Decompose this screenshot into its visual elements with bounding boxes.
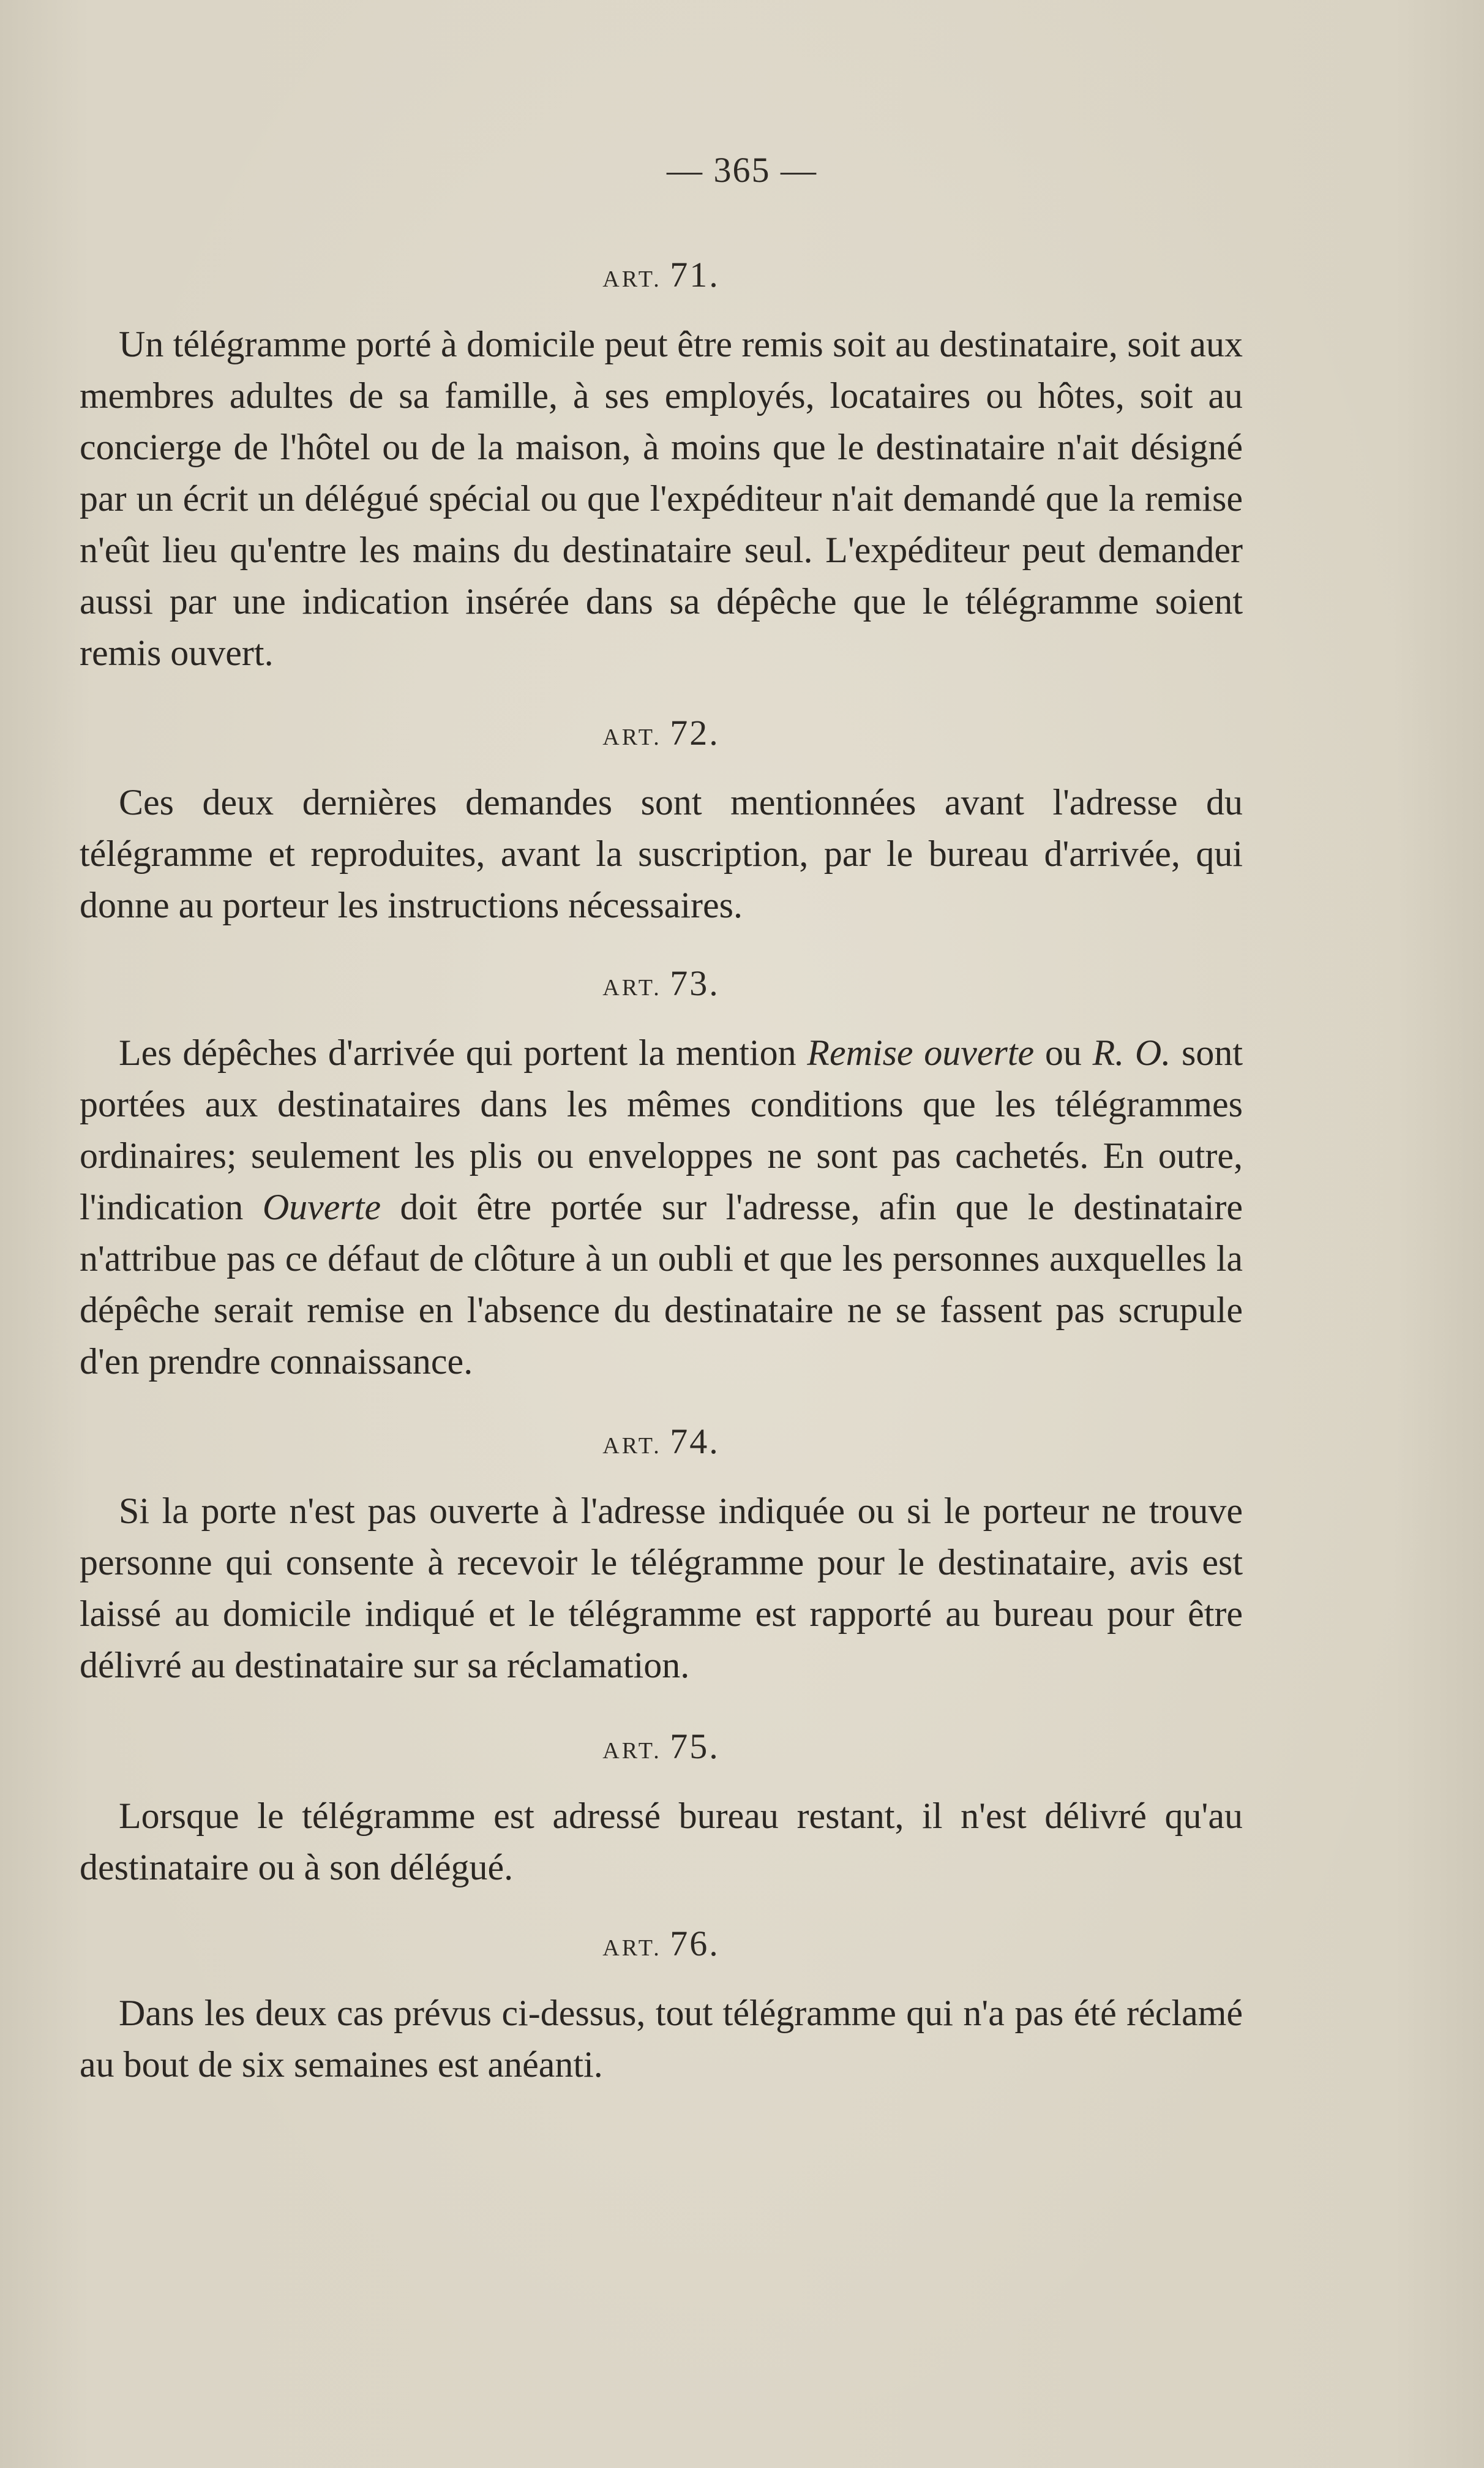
text-segment: ou <box>1034 1033 1093 1073</box>
article-heading <box>80 963 1243 1004</box>
emphasis-ro: R. O. <box>1092 1033 1171 1073</box>
text-segment: sont portées aux destinataires dans les mêmes conditions que les télégrammes ordinaires; seulement les plis ou enveloppes ne sont pas cachetés. En outre, l'indication <box>80 1033 1243 1227</box>
article-heading <box>80 1923 1243 1964</box>
article-74 <box>80 1421 1243 1691</box>
article-heading <box>80 1726 1243 1767</box>
article-label: ART. <box>602 1433 662 1459</box>
article-number: 72. <box>670 713 720 753</box>
article-text: Si la porte n'est pas ouverte à l'adresse indiquée ou si le porteur ne trouve personne qui consente à recevoir le télégramme pour le destinataire, avis est laissé au domicile indiqué et le télégramme est rapporté au bureau pour être délivré au destinataire sur sa réclamation. <box>80 1491 1243 1685</box>
article-heading <box>80 254 1243 295</box>
article-text: Un télégramme porté à domicile peut être remis soit au destinataire, soit aux membres adultes de sa famille, à ses employés, locataires ou hôtes, soit au concierge de l'hôtel ou de la maison, à moins que le destinataire n'ait désigné par un écrit un délégué spécial ou que l'expéditeur n'ait demandé que la remise n'eût lieu qu'entre les mains du destinataire seul. L'expéditeur peut demander aussi par une indication insérée dans sa dépêche que le télégramme soient remis ouvert. <box>80 324 1243 673</box>
article-number: 71. <box>670 255 720 295</box>
page-number: — 365 — <box>667 150 817 190</box>
article-number: 75. <box>670 1726 720 1766</box>
article-text: Ces deux dernières demandes sont mentionnées avant l'adresse du télégramme et reproduites, avant la suscription, par le bureau d'arrivée, qui donne au porteur les instructions nécessaires. <box>80 782 1243 925</box>
article-text: Dans les deux cas prévus ci-dessus, tout télégramme qui n'a pas été réclamé au bout de six semaines est anéanti. <box>80 1993 1243 2085</box>
article-label: ART. <box>602 1935 662 1961</box>
emphasis-ouverte: Ouverte <box>262 1187 381 1227</box>
text-segment: Les dépêches d'arrivée qui portent la mention <box>119 1033 808 1073</box>
article-heading <box>80 712 1243 753</box>
article-label: ART. <box>602 266 662 292</box>
article-73 <box>80 963 1243 1387</box>
article-number: 74. <box>670 1421 720 1461</box>
article-text: Lorsque le télégramme est adressé bureau restant, il n'est délivré qu'au destinataire ou à son délégué. <box>80 1796 1243 1887</box>
article-71 <box>80 254 1243 679</box>
article-76 <box>80 1923 1243 2090</box>
article-number: 73. <box>670 963 720 1003</box>
article-label: ART. <box>602 975 662 1001</box>
article-label: ART. <box>602 724 662 750</box>
article-75 <box>80 1726 1243 1893</box>
article-number: 76. <box>670 1924 720 1963</box>
article-label: ART. <box>602 1738 662 1764</box>
article-text <box>80 1027 1243 1387</box>
emphasis-remise-ouverte: Remise ouverte <box>807 1033 1035 1073</box>
text-segment: doit être portée sur l'adresse, afin que le destinataire n'attribue pas ce défaut de clôture à un oubli et que les personnes auxquelles la dépêche serait remise en l'absence du destinataire ne se fassent pas scrupule d'en prendre connaissance. <box>80 1187 1243 1382</box>
article-heading <box>80 1421 1243 1462</box>
article-72 <box>80 712 1243 931</box>
